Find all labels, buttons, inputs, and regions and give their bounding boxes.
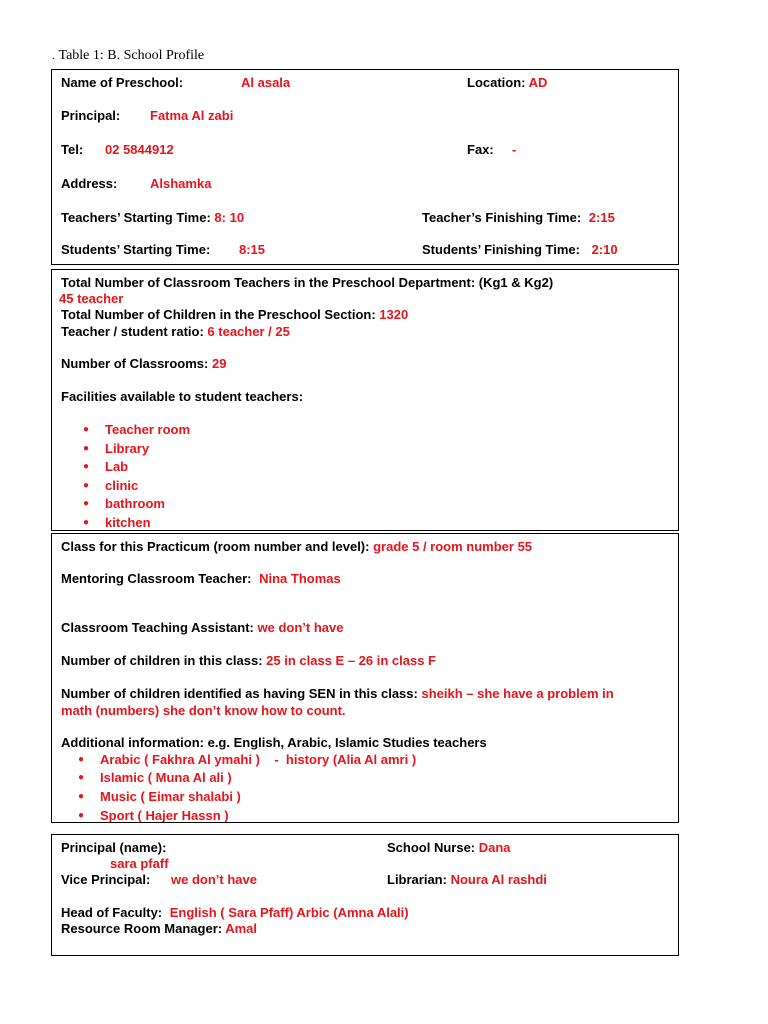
practicum-class-value: grade 5 / room number 55 xyxy=(373,539,533,554)
teachers-finish-label: Teacher’s Finishing Time: xyxy=(422,210,582,225)
vice-principal-label: Vice Principal: xyxy=(61,872,151,887)
bullet-icon: ● xyxy=(83,480,90,491)
teacher-arabic-history: Arabic ( Fakhra Al ymahi ) - history (Alia Al amri ) xyxy=(100,752,417,767)
fax-value: - xyxy=(512,142,517,157)
vice-principal-value: we don’t have xyxy=(171,872,257,887)
students-finish-label: Students’ Finishing Time: xyxy=(422,242,580,257)
teacher-islamic: Islamic ( Muna Al ali ) xyxy=(100,770,232,785)
students-finish-row xyxy=(422,242,618,258)
classrooms-row xyxy=(61,356,226,372)
list-item xyxy=(78,770,232,786)
facilities-label: Facilities available to student teachers: xyxy=(61,389,304,404)
nurse-value: Dana xyxy=(478,840,511,855)
bullet-icon: ● xyxy=(83,517,90,528)
teacher-music: Music ( Eimar shalabi ) xyxy=(100,789,241,804)
ratio-row xyxy=(61,324,290,340)
nurse-row xyxy=(387,840,511,856)
teachers-start-label: Teachers’ Starting Time: xyxy=(61,210,211,225)
students-start-label: Students’ Starting Time: xyxy=(61,242,211,257)
mentor-value: Nina Thomas xyxy=(259,571,341,586)
preschool-name-value: Al asala xyxy=(241,75,291,90)
resource-room-row xyxy=(61,921,257,937)
total-teachers-value: 45 teacher xyxy=(59,291,124,306)
assistant-row xyxy=(61,620,343,636)
bullet-icon: ● xyxy=(83,443,90,454)
bullet-icon: ● xyxy=(78,791,85,802)
total-children-row xyxy=(61,307,408,323)
practicum-class-label: Class for this Practicum (room number and level): xyxy=(61,539,370,554)
tel-label: Tel: xyxy=(61,142,84,157)
location-row xyxy=(467,75,547,91)
title-mark: . xyxy=(52,51,55,62)
school-profile-box xyxy=(51,69,679,265)
teachers-start-row xyxy=(61,210,244,226)
principal-label: Principal: xyxy=(61,108,121,123)
teachers-finish-value: 2:15 xyxy=(588,210,615,225)
class-children-row xyxy=(61,653,436,669)
preschool-stats-box xyxy=(51,269,679,531)
facility-bathroom: bathroom xyxy=(105,496,165,511)
list-item xyxy=(78,808,229,823)
list-item xyxy=(83,496,165,512)
sen-value-line1: sheikh – she have a problem in xyxy=(421,686,614,701)
staff-box xyxy=(51,834,679,956)
sen-row xyxy=(61,686,614,702)
practicum-class-row xyxy=(61,539,532,555)
bullet-icon: ● xyxy=(83,498,90,509)
list-item xyxy=(83,515,151,531)
principal-name-value: sara pfaff xyxy=(110,856,169,871)
preschool-name-row xyxy=(61,75,183,91)
facility-lab: Lab xyxy=(105,459,129,474)
principal-name-label: Principal (name): xyxy=(61,840,167,855)
ratio-label: Teacher / student ratio: xyxy=(61,324,204,339)
facility-teacher-room: Teacher room xyxy=(105,422,191,437)
practicum-box xyxy=(51,533,679,823)
bullet-icon: ● xyxy=(78,772,85,783)
preschool-name-label: Name of Preschool: xyxy=(61,75,184,90)
bullet-icon: ● xyxy=(78,810,85,821)
total-teachers-label: Total Number of Classroom Teachers in the Preschool Department: (Kg1 & Kg2) xyxy=(61,275,554,290)
facility-clinic: clinic xyxy=(105,478,139,493)
table-title xyxy=(52,48,204,64)
tel-value: 02 5844912 xyxy=(105,142,174,157)
principal-value: Fatma Al zabi xyxy=(150,108,234,123)
facility-kitchen: kitchen xyxy=(105,515,151,530)
resource-room-label: Resource Room Manager: xyxy=(61,921,223,936)
teachers-finish-row xyxy=(422,210,615,226)
bullet-icon: ● xyxy=(83,424,90,435)
class-children-label: Number of children in this class: xyxy=(61,653,263,668)
class-children-value: 25 in class E – 26 in class F xyxy=(266,653,436,668)
classrooms-value: 29 xyxy=(212,356,227,371)
bullet-icon: ● xyxy=(83,461,90,472)
list-item xyxy=(78,789,241,805)
librarian-label: Librarian: xyxy=(387,872,447,887)
librarian-value: Noura Al rashdi xyxy=(450,872,547,887)
facility-library: Library xyxy=(105,441,150,456)
head-of-faculty-row xyxy=(61,905,409,921)
assistant-label: Classroom Teaching Assistant: xyxy=(61,620,254,635)
librarian-row xyxy=(387,872,547,888)
list-item xyxy=(83,422,191,438)
students-finish-value: 2:10 xyxy=(591,242,618,257)
students-start-value: 8:15 xyxy=(239,242,266,257)
additional-info-label: Additional information: e.g. English, Arabic, Islamic Studies teachers xyxy=(61,735,487,750)
ratio-value: 6 teacher / 25 xyxy=(207,324,290,339)
sen-value-line2: math (numbers) she don’t know how to count. xyxy=(61,703,346,718)
total-children-value: 1320 xyxy=(379,307,409,322)
list-item xyxy=(78,752,417,768)
list-item xyxy=(83,441,150,457)
location-value: AD xyxy=(528,75,548,90)
location-label: Location: xyxy=(467,75,526,90)
address-label: Address: xyxy=(61,176,118,191)
sen-label: Number of children identified as having SEN in this class: xyxy=(61,686,418,701)
teachers-start-value: 8: 10 xyxy=(214,210,245,225)
mentor-row xyxy=(61,571,341,587)
bullet-icon: ● xyxy=(78,754,85,765)
head-of-faculty-label: Head of Faculty: xyxy=(61,905,163,920)
head-of-faculty-value: English ( Sara Pfaff) Arbic (Amna Alali) xyxy=(169,905,409,920)
resource-room-value: Amal xyxy=(225,921,258,936)
assistant-value: we don’t have xyxy=(257,620,344,635)
fax-label: Fax: xyxy=(467,142,494,157)
classrooms-label: Number of Classrooms: xyxy=(61,356,209,371)
total-children-label: Total Number of Children in the Preschool Section: xyxy=(61,307,376,322)
mentor-label: Mentoring Classroom Teacher: xyxy=(61,571,252,586)
list-item xyxy=(83,478,139,494)
list-item xyxy=(83,459,129,475)
teacher-sport: Sport ( Hajer Hassn ) xyxy=(100,808,229,823)
nurse-label: School Nurse: xyxy=(387,840,476,855)
title-text: Table 1: B. School Profile xyxy=(58,48,205,63)
address-value: Alshamka xyxy=(150,176,212,191)
